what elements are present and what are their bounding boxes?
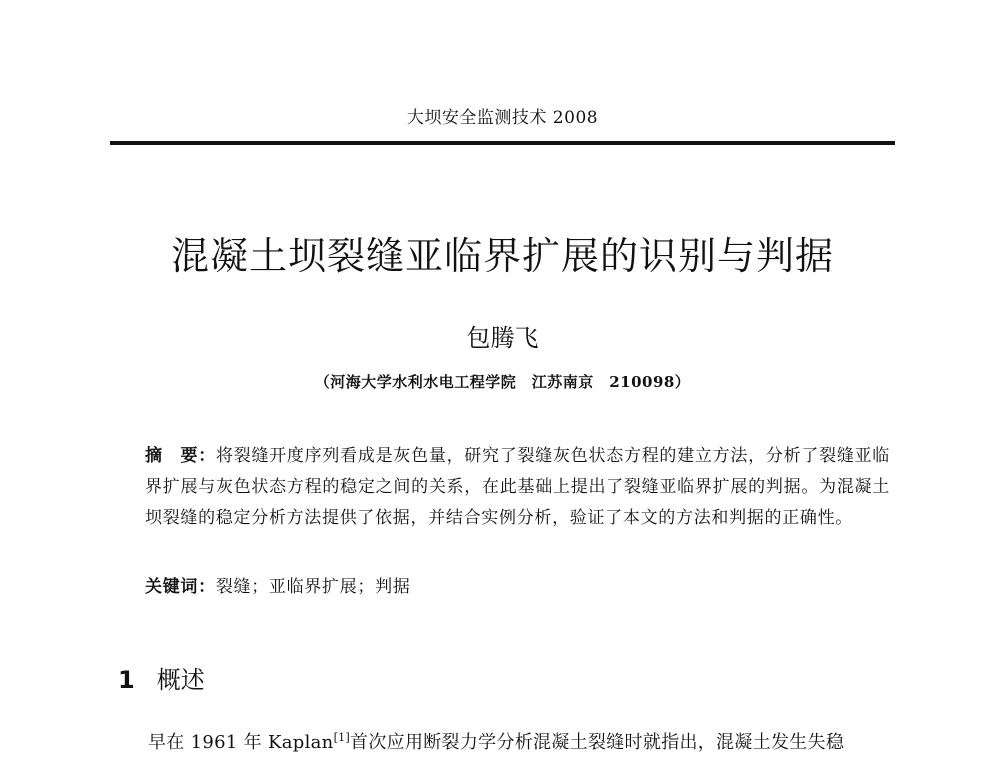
citation-marker: [1] [333, 731, 351, 744]
author-affiliation: （河海大学水利水电工程学院 江苏南京 210098） [314, 373, 691, 391]
abstract-text: 将裂缝开度序列看成是灰色量，研究了裂缝灰色状态方程的建立方法，分析了裂缝亚临界扩展与灰色状态方程的稳定之间的关系，在此基础上提出了裂缝亚临界扩展的判据。为混凝土坝裂缝的稳定分析方法提供了依据，并结合实例分析，验证了本文的方法和判据的正确性。 [145, 446, 890, 528]
keywords-label: 关键词： [145, 577, 216, 597]
abstract [145, 441, 890, 534]
keywords [145, 572, 411, 597]
author-name: 包腾飞 [466, 324, 539, 352]
section-title: 概述 [156, 666, 205, 694]
keywords-text: 裂缝；亚临界扩展；判据 [215, 577, 411, 597]
paper-title: 混凝土坝裂缝亚临界扩展的识别与判据 [170, 234, 834, 278]
header-rule [110, 141, 895, 145]
running-header: 大坝安全监测技术 2008 [406, 108, 599, 128]
section-number: 1 [118, 666, 135, 694]
body-paragraph [148, 728, 844, 754]
body-text-before: 早在 1961 年 Kaplan [148, 732, 334, 753]
section-heading [118, 660, 205, 695]
body-text-after: 首次应用断裂力学分析混凝土裂缝时就指出，混凝土发生失稳 [350, 732, 845, 753]
abstract-label: 摘 要： [145, 446, 216, 466]
